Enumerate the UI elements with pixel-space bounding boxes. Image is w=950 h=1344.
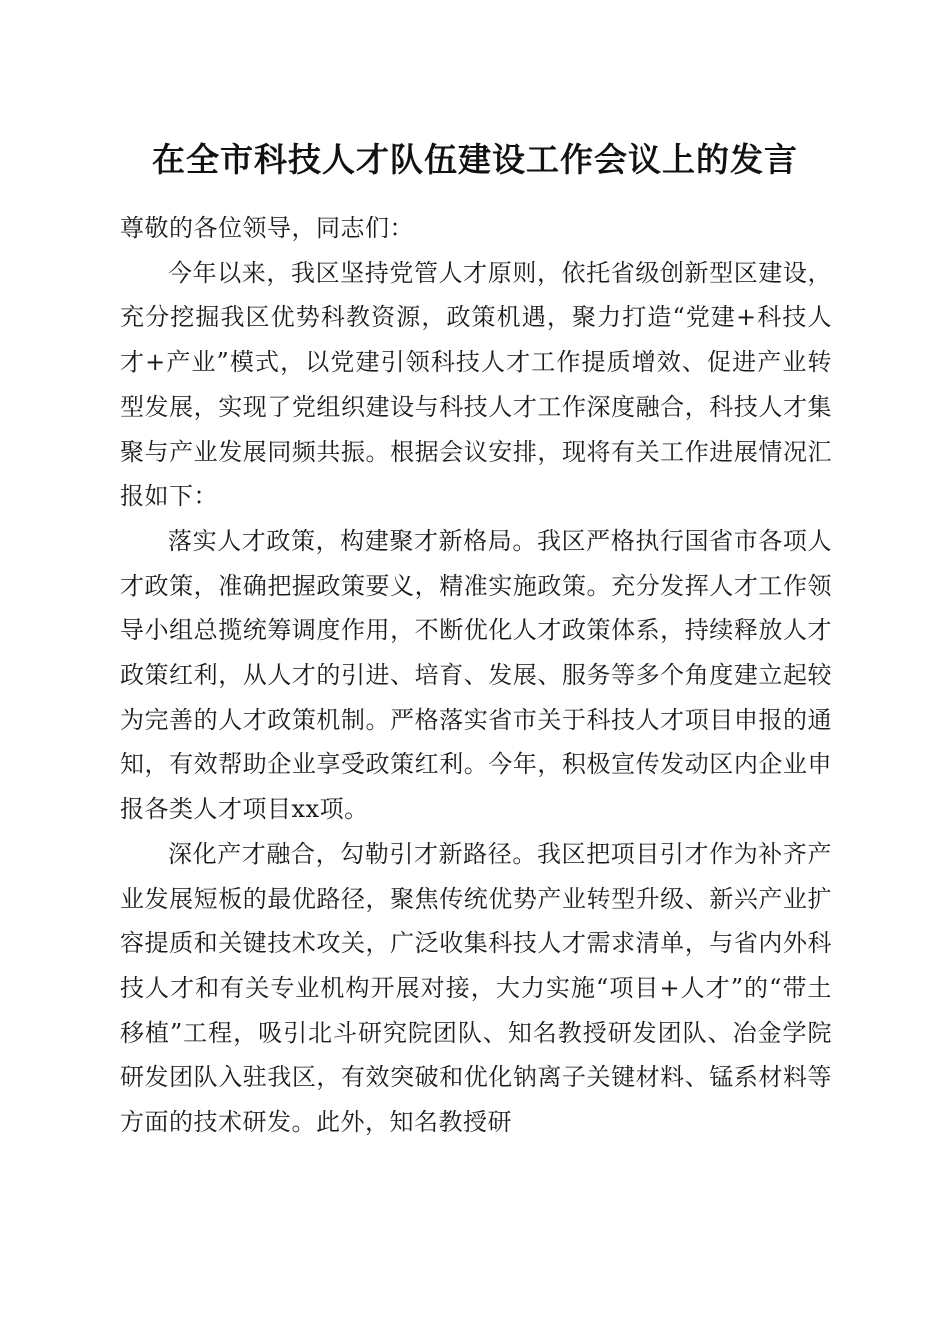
document-title: 在全市科技人才队伍建设工作会议上的发言 <box>152 140 798 179</box>
salutation: 尊敬的各位领导，同志们： <box>120 214 414 242</box>
paragraph-talent-policy: 落实人才政策，构建聚才新格局。我区严格执行国省市各项人才政策，准确把握政策要义，精准实施政策。充分发挥人才工作领导小组总揽统筹调度作用，不断优化人才政策体系，持续释放人才政策红利，从人才的引进、培育、发展、服务等多个角度建立起较为完善的人才政策机制。严格落实省市关于科技人才项目申报的通知，有效帮助企业享受政策红利。今年，积极宣传发动区内企业申报各类人才项目xx项。 <box>120 526 832 824</box>
paragraph-intro: 今年以来，我区坚持党管人才原则，依托省级创新型区建设，充分挖掘我区优势科教资源，政策机遇，聚力打造“党建+科技人才+产业”模式，以党建引领科技人才工作提质增效、促进产业转型发展，实现了党组织建设与科技人才工作深度融合，科技人才集聚与产业发展同频共振。根据会议安排，现将有关工作进展情况汇报如下： <box>120 258 832 511</box>
paragraph-industry-talent-integration: 深化产才融合，勾勒引才新路径。我区把项目引才作为补齐产业发展短板的最优路径，聚焦传统优势产业转型升级、新兴产业扩容提质和关键技术攻关，广泛收集科技人才需求清单，与省内外科技人才和有关专业机构开展对接，大力实施“项目+人才”的“带土移植”工程，吸引北斗研究院团队、知名教授研发团队、冶金学院研发团队入驻我区，有效突破和优化钠离子关键材料、锰系材料等方面的技术研发。此外，知名教授研 <box>120 839 832 1137</box>
document-body <box>120 206 832 1145</box>
